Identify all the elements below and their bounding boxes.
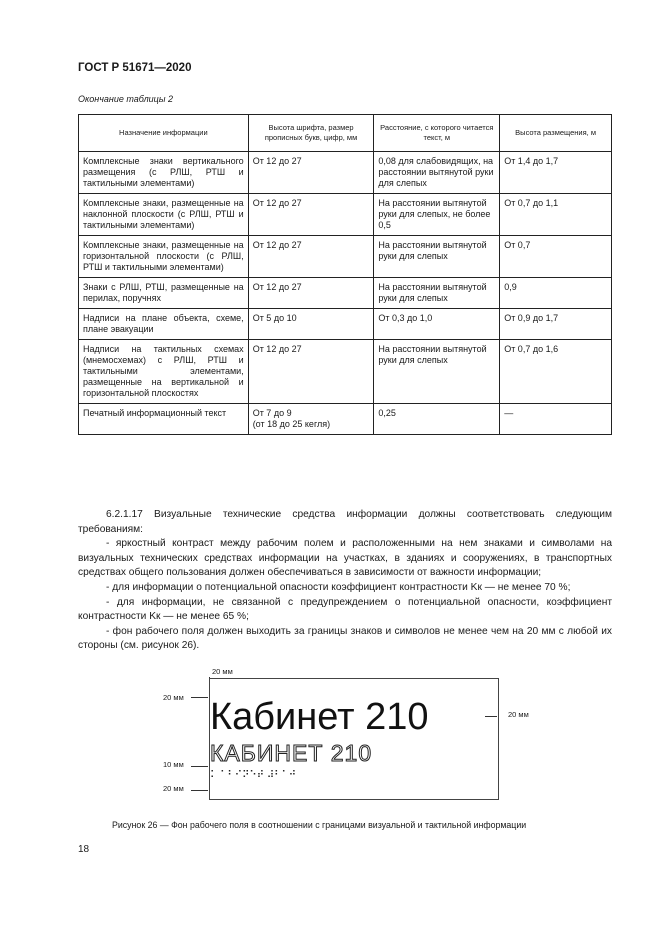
info-table bbox=[78, 114, 612, 435]
table-cell: От 12 до 27 bbox=[248, 340, 374, 404]
table-header-row bbox=[79, 115, 612, 152]
table-cell: Знаки с РЛШ, РТШ, размещенные на перилах, поручнях bbox=[79, 278, 249, 309]
dim-label-left-top: 20 мм bbox=[163, 693, 184, 702]
table-cell: Надписи на плане объекта, схеме, плане эвакуации bbox=[79, 309, 249, 340]
paragraph: - фон рабочего поля должен выходить за границы знаков и символов не менее чем на 20 мм с любой их стороны (см. рисунок 26). bbox=[78, 625, 612, 652]
table-cell: На расстоянии вытянутой руки для слепых, не более 0,5 bbox=[374, 194, 500, 236]
table-cell: От 12 до 27 bbox=[248, 236, 374, 278]
table-cell: Комплексные знаки, размещенные на горизонтальной плоскости (с РЛШ, РТШ и тактильными элементами) bbox=[79, 236, 249, 278]
paragraph: - яркостный контраст между рабочим полем и расположенными на нем знаками и символами на визуальных технических средствах информации на участках, в зданиях и сооружениях, в транспортных средствах общего пользования должен обеспечиваться в зависимости от важности информации; bbox=[78, 538, 612, 579]
table-cell: От 0,7 до 1,6 bbox=[500, 340, 612, 404]
sign-relief-text: КАБИНЕТ 210 bbox=[210, 740, 373, 766]
table-row bbox=[79, 404, 612, 435]
dim-label-left-mid: 10 мм bbox=[163, 760, 184, 769]
table-cell: Надписи на тактильных схемах (мнемосхемах) с РЛШ, РТШ и тактильными элементами, размещенные на вертикальной и горизонтальной плоскостях bbox=[79, 340, 249, 404]
table-row bbox=[79, 236, 612, 278]
table-cell: От 0,7 до 1,1 bbox=[500, 194, 612, 236]
table-cell: От 12 до 27 bbox=[248, 152, 374, 194]
document-header: ГОСТ Р 51671—2020 bbox=[78, 62, 192, 74]
table-row bbox=[79, 278, 612, 309]
table-cell: 0,08 для слабовидящих, на расстоянии вытянутой руки для слепых bbox=[374, 152, 500, 194]
table-cell: От 12 до 27 bbox=[248, 278, 374, 309]
column-header: Назначение информации bbox=[79, 115, 249, 152]
table-cell: — bbox=[500, 404, 612, 435]
table-cell: На расстоянии вытянутой руки для слепых bbox=[374, 340, 500, 404]
table-caption: Окончание таблицы 2 bbox=[78, 94, 173, 104]
dim-label-right: 20 мм bbox=[508, 710, 529, 719]
table-cell: От 5 до 10 bbox=[248, 309, 374, 340]
figure-caption: Рисунок 26 — Фон рабочего поля в соотношении с границами визуальной и тактильной информации bbox=[112, 820, 527, 830]
table-cell: От 0,7 bbox=[500, 236, 612, 278]
paragraph: - для информации о потенциальной опасности коэффициент контрастности Kк — не менее 70 %; bbox=[106, 581, 571, 593]
table-cell: 0,25 bbox=[374, 404, 500, 435]
table-row bbox=[79, 309, 612, 340]
table-cell: Печатный информационный текст bbox=[79, 404, 249, 435]
column-header: Высота размещения, м bbox=[500, 115, 612, 152]
paragraph: - для информации, не связанной с предупреждением о потенциальной опасности, коэффициент контрастности Kк — не менее 65 %; bbox=[78, 596, 612, 623]
table-row bbox=[79, 340, 612, 404]
dim-line bbox=[191, 790, 208, 792]
table-cell: От 0,3 до 1,0 bbox=[374, 309, 500, 340]
paragraph: 6.2.1.17 Визуальные технические средства информации должны соответствовать следующим требованиям: bbox=[78, 509, 612, 535]
table-cell: На расстоянии вытянутой руки для слепых bbox=[374, 278, 500, 309]
sign-title: Кабинет 210 bbox=[210, 696, 429, 738]
table-cell: От 0,9 до 1,7 bbox=[500, 309, 612, 340]
dim-label-top: 20 мм bbox=[212, 667, 233, 676]
column-header: Расстояние, с которого читается текст, м bbox=[374, 115, 500, 152]
sign-working-field bbox=[209, 678, 499, 800]
table-cell: Комплексные знаки вертикального размещения (с РЛШ, РТШ и тактильными элементами) bbox=[79, 152, 249, 194]
table-cell: От 12 до 27 bbox=[248, 194, 374, 236]
dim-label-left-bottom: 20 мм bbox=[163, 784, 184, 793]
dim-line bbox=[191, 697, 208, 699]
figure-26 bbox=[0, 660, 661, 830]
table-cell: 0,9 bbox=[500, 278, 612, 309]
body-text bbox=[78, 508, 612, 654]
table-cell: От 1,4 до 1,7 bbox=[500, 152, 612, 194]
table-cell: Комплексные знаки, размещенные на наклонной плоскости (с РЛШ, РТШ и тактильными элементами) bbox=[79, 194, 249, 236]
table-cell: На расстоянии вытянутой руки для слепых bbox=[374, 236, 500, 278]
page-number: 18 bbox=[78, 844, 90, 855]
table-cell: От 7 до 9 (от 18 до 25 кегля) bbox=[248, 404, 374, 435]
dim-line bbox=[191, 766, 208, 768]
braille-text: ⠅ ⠁⠃⠊⠝⠑⠞ ⠼⠃⠁⠚ bbox=[210, 770, 297, 781]
column-header: Высота шрифта, размер прописных букв, цифр, мм bbox=[248, 115, 374, 152]
table-row bbox=[79, 194, 612, 236]
table-row bbox=[79, 152, 612, 194]
